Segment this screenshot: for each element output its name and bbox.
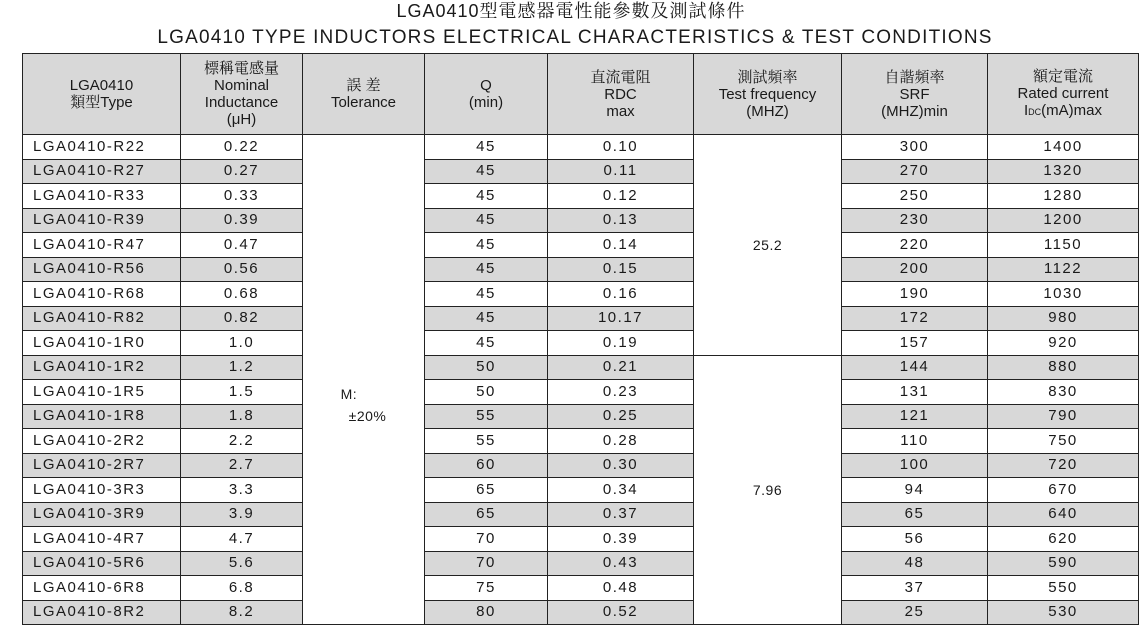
table-row bbox=[23, 478, 1139, 503]
cell-inductance: 3.9 bbox=[181, 502, 303, 527]
header-rdc bbox=[548, 54, 694, 135]
header-q bbox=[425, 54, 548, 135]
cell-q: 45 bbox=[425, 135, 548, 160]
cell-rated-current: 620 bbox=[988, 527, 1139, 552]
cell-srf: 300 bbox=[842, 135, 988, 160]
header-inductance bbox=[181, 54, 303, 135]
header-rated-current bbox=[988, 54, 1139, 135]
rated-current-subscript: DC bbox=[1028, 106, 1042, 117]
cell-inductance: 1.8 bbox=[181, 404, 303, 429]
cell-rated-current: 880 bbox=[988, 355, 1139, 380]
cell-inductance: 0.39 bbox=[181, 208, 303, 233]
header-q-line: Q bbox=[480, 77, 492, 94]
cell-srf: 250 bbox=[842, 184, 988, 209]
cell-srf: 37 bbox=[842, 576, 988, 601]
header-inductance-line: Nominal bbox=[213, 77, 270, 94]
cell-q: 45 bbox=[425, 306, 548, 331]
cell-type: LGA0410-3R9 bbox=[23, 502, 181, 527]
table-row bbox=[23, 282, 1139, 307]
table-row bbox=[23, 184, 1139, 209]
table-row bbox=[23, 233, 1139, 258]
header-type-line: LGA0410 bbox=[69, 77, 134, 94]
cell-rated-current: 720 bbox=[988, 453, 1139, 478]
table-row bbox=[23, 257, 1139, 282]
cell-rated-current: 530 bbox=[988, 600, 1139, 625]
header-rated-current-line: 額定電流 bbox=[1032, 67, 1093, 85]
table-row bbox=[23, 551, 1139, 576]
cell-q: 55 bbox=[425, 404, 548, 429]
cell-q: 50 bbox=[425, 380, 548, 405]
cell-rated-current: 590 bbox=[988, 551, 1139, 576]
cell-type: LGA0410-R27 bbox=[23, 159, 181, 184]
cell-rdc: 0.39 bbox=[548, 527, 694, 552]
cell-type: LGA0410-5R6 bbox=[23, 551, 181, 576]
cell-rdc: 0.10 bbox=[548, 135, 694, 160]
cell-inductance: 1.0 bbox=[181, 331, 303, 356]
cell-rated-current: 920 bbox=[988, 331, 1139, 356]
header-test-frequency-line: (MHZ) bbox=[746, 102, 789, 120]
cell-rated-current: 1122 bbox=[988, 257, 1139, 282]
cell-rdc: 0.52 bbox=[548, 600, 694, 625]
cell-rdc: 0.37 bbox=[548, 502, 694, 527]
cell-srf: 56 bbox=[842, 527, 988, 552]
cell-q: 45 bbox=[425, 208, 548, 233]
cell-q: 50 bbox=[425, 355, 548, 380]
cell-type: LGA0410-1R8 bbox=[23, 404, 181, 429]
cell-srf: 200 bbox=[842, 257, 988, 282]
cell-srf: 172 bbox=[842, 306, 988, 331]
tolerance-percent: ±20% bbox=[348, 407, 387, 424]
cell-srf: 110 bbox=[842, 429, 988, 454]
tolerance-code: M: bbox=[340, 385, 358, 402]
cell-inductance: 1.2 bbox=[181, 355, 303, 380]
header-tolerance bbox=[303, 54, 425, 135]
cell-inductance: 1.5 bbox=[181, 380, 303, 405]
header-inductance-line: 標稱電感量 bbox=[203, 60, 279, 77]
cell-q: 70 bbox=[425, 527, 548, 552]
cell-type: LGA0410-8R2 bbox=[23, 600, 181, 625]
cell-srf: 144 bbox=[842, 355, 988, 380]
cell-type: LGA0410-1R5 bbox=[23, 380, 181, 405]
table-row bbox=[23, 429, 1139, 454]
table-row bbox=[23, 135, 1139, 160]
cell-srf: 157 bbox=[842, 331, 988, 356]
table-row bbox=[23, 331, 1139, 356]
cell-q: 65 bbox=[425, 478, 548, 503]
cell-inductance: 0.47 bbox=[181, 233, 303, 258]
cell-rdc: 0.12 bbox=[548, 184, 694, 209]
cell-rated-current: 750 bbox=[988, 429, 1139, 454]
cell-rdc: 0.43 bbox=[548, 551, 694, 576]
cell-rdc: 0.25 bbox=[548, 404, 694, 429]
cell-q: 45 bbox=[425, 233, 548, 258]
header-test-frequency-line: 測試頻率 bbox=[737, 68, 798, 86]
cell-type: LGA0410-R33 bbox=[23, 184, 181, 209]
rated-current-prefix: I bbox=[1024, 101, 1029, 119]
header-rated-current-unit bbox=[988, 102, 1138, 121]
cell-rdc: 0.30 bbox=[548, 453, 694, 478]
cell-rdc: 0.48 bbox=[548, 576, 694, 601]
characteristics-table bbox=[22, 53, 1139, 625]
cell-inductance: 0.27 bbox=[181, 159, 303, 184]
cell-rated-current: 980 bbox=[988, 306, 1139, 331]
cell-type: LGA0410-2R7 bbox=[23, 453, 181, 478]
cell-rdc: 0.15 bbox=[548, 257, 694, 282]
cell-type: LGA0410-4R7 bbox=[23, 527, 181, 552]
cell-srf: 48 bbox=[842, 551, 988, 576]
cell-inductance: 4.7 bbox=[181, 527, 303, 552]
cell-type: LGA0410-1R0 bbox=[23, 331, 181, 356]
cell-rated-current: 1400 bbox=[988, 135, 1139, 160]
cell-rated-current: 830 bbox=[988, 380, 1139, 405]
cell-q: 45 bbox=[425, 282, 548, 307]
cell-type: LGA0410-R68 bbox=[23, 282, 181, 307]
cell-rated-current: 1030 bbox=[988, 282, 1139, 307]
cell-srf: 220 bbox=[842, 233, 988, 258]
cell-rdc: 10.17 bbox=[548, 306, 694, 331]
cell-inductance: 0.82 bbox=[181, 306, 303, 331]
cell-q: 65 bbox=[425, 502, 548, 527]
table-body bbox=[23, 135, 1139, 625]
header-srf-line: 自諧頻率 bbox=[884, 68, 945, 86]
header-row bbox=[23, 54, 1139, 135]
title-chinese: LGA0410型電感器電性能參數及測試條件 bbox=[396, 1, 746, 21]
cell-rdc: 0.28 bbox=[548, 429, 694, 454]
table-row bbox=[23, 527, 1139, 552]
cell-q: 45 bbox=[425, 257, 548, 282]
cell-srf: 270 bbox=[842, 159, 988, 184]
cell-type: LGA0410-1R2 bbox=[23, 355, 181, 380]
header-tolerance-line: Tolerance bbox=[330, 94, 397, 111]
cell-inductance: 0.33 bbox=[181, 184, 303, 209]
cell-rated-current: 670 bbox=[988, 478, 1139, 503]
cell-rdc: 0.34 bbox=[548, 478, 694, 503]
table-row bbox=[23, 355, 1139, 380]
cell-rdc: 0.13 bbox=[548, 208, 694, 233]
header-rated-current-line: Rated current bbox=[1017, 84, 1109, 102]
cell-rdc: 0.11 bbox=[548, 159, 694, 184]
cell-type: LGA0410-2R2 bbox=[23, 429, 181, 454]
table-row bbox=[23, 502, 1139, 527]
header-test-frequency-line: Test frequency bbox=[718, 85, 817, 103]
header-rdc-line: RDC bbox=[604, 85, 637, 103]
cell-q: 80 bbox=[425, 600, 548, 625]
header-inductance-line: (μH) bbox=[226, 111, 257, 128]
cell-q: 45 bbox=[425, 331, 548, 356]
cell-type: LGA0410-R82 bbox=[23, 306, 181, 331]
table-row bbox=[23, 208, 1139, 233]
cell-rated-current: 1320 bbox=[988, 159, 1139, 184]
header-srf-line: SRF bbox=[899, 85, 930, 103]
cell-q: 75 bbox=[425, 576, 548, 601]
cell-rdc: 0.23 bbox=[548, 380, 694, 405]
cell-rated-current: 1150 bbox=[988, 233, 1139, 258]
header-q-line: (min) bbox=[468, 94, 504, 111]
cell-tolerance bbox=[303, 135, 425, 625]
cell-test-frequency: 25.2 bbox=[694, 135, 842, 356]
cell-rated-current: 640 bbox=[988, 502, 1139, 527]
header-rdc-line: max bbox=[606, 102, 635, 120]
cell-type: LGA0410-R22 bbox=[23, 135, 181, 160]
cell-type: LGA0410-R47 bbox=[23, 233, 181, 258]
cell-q: 55 bbox=[425, 429, 548, 454]
cell-rated-current: 550 bbox=[988, 576, 1139, 601]
tolerance-value bbox=[341, 383, 387, 427]
table-row bbox=[23, 380, 1139, 405]
cell-type: LGA0410-3R3 bbox=[23, 478, 181, 503]
cell-rdc: 0.19 bbox=[548, 331, 694, 356]
header-type bbox=[23, 54, 181, 135]
cell-inductance: 5.6 bbox=[181, 551, 303, 576]
cell-rdc: 0.14 bbox=[548, 233, 694, 258]
cell-srf: 131 bbox=[842, 380, 988, 405]
rated-current-suffix: (mA)max bbox=[1041, 101, 1102, 119]
cell-type: LGA0410-6R8 bbox=[23, 576, 181, 601]
table-row bbox=[23, 159, 1139, 184]
cell-srf: 121 bbox=[842, 404, 988, 429]
cell-srf: 230 bbox=[842, 208, 988, 233]
header-inductance-line: Inductance bbox=[204, 94, 279, 111]
cell-rated-current: 790 bbox=[988, 404, 1139, 429]
header-srf-line: (MHZ)min bbox=[881, 102, 948, 120]
cell-type: LGA0410-R39 bbox=[23, 208, 181, 233]
cell-inductance: 0.68 bbox=[181, 282, 303, 307]
cell-rdc: 0.21 bbox=[548, 355, 694, 380]
header-type-line: 類型Type bbox=[70, 94, 133, 111]
cell-inductance: 3.3 bbox=[181, 478, 303, 503]
cell-inductance: 0.22 bbox=[181, 135, 303, 160]
cell-rdc: 0.16 bbox=[548, 282, 694, 307]
cell-srf: 100 bbox=[842, 453, 988, 478]
cell-q: 60 bbox=[425, 453, 548, 478]
table-row bbox=[23, 453, 1139, 478]
header-rdc-line: 直流電阻 bbox=[590, 68, 651, 86]
cell-inductance: 0.56 bbox=[181, 257, 303, 282]
header-tolerance-line: 誤 差 bbox=[346, 77, 381, 94]
cell-inductance: 6.8 bbox=[181, 576, 303, 601]
cell-type: LGA0410-R56 bbox=[23, 257, 181, 282]
cell-q: 45 bbox=[425, 184, 548, 209]
cell-srf: 65 bbox=[842, 502, 988, 527]
table-row bbox=[23, 306, 1139, 331]
table-row bbox=[23, 600, 1139, 625]
header-test-frequency bbox=[694, 54, 842, 135]
cell-inductance: 8.2 bbox=[181, 600, 303, 625]
title-english: LGA0410 TYPE INDUCTORS ELECTRICAL CHARACTERISTICS & TEST CONDITIONS bbox=[157, 27, 993, 48]
cell-rated-current: 1200 bbox=[988, 208, 1139, 233]
cell-rated-current: 1280 bbox=[988, 184, 1139, 209]
cell-srf: 190 bbox=[842, 282, 988, 307]
cell-srf: 25 bbox=[842, 600, 988, 625]
cell-srf: 94 bbox=[842, 478, 988, 503]
table-row bbox=[23, 576, 1139, 601]
cell-inductance: 2.2 bbox=[181, 429, 303, 454]
cell-inductance: 2.7 bbox=[181, 453, 303, 478]
table-row bbox=[23, 404, 1139, 429]
cell-q: 70 bbox=[425, 551, 548, 576]
header-srf bbox=[842, 54, 988, 135]
cell-test-frequency: 7.96 bbox=[694, 355, 842, 625]
cell-q: 45 bbox=[425, 159, 548, 184]
